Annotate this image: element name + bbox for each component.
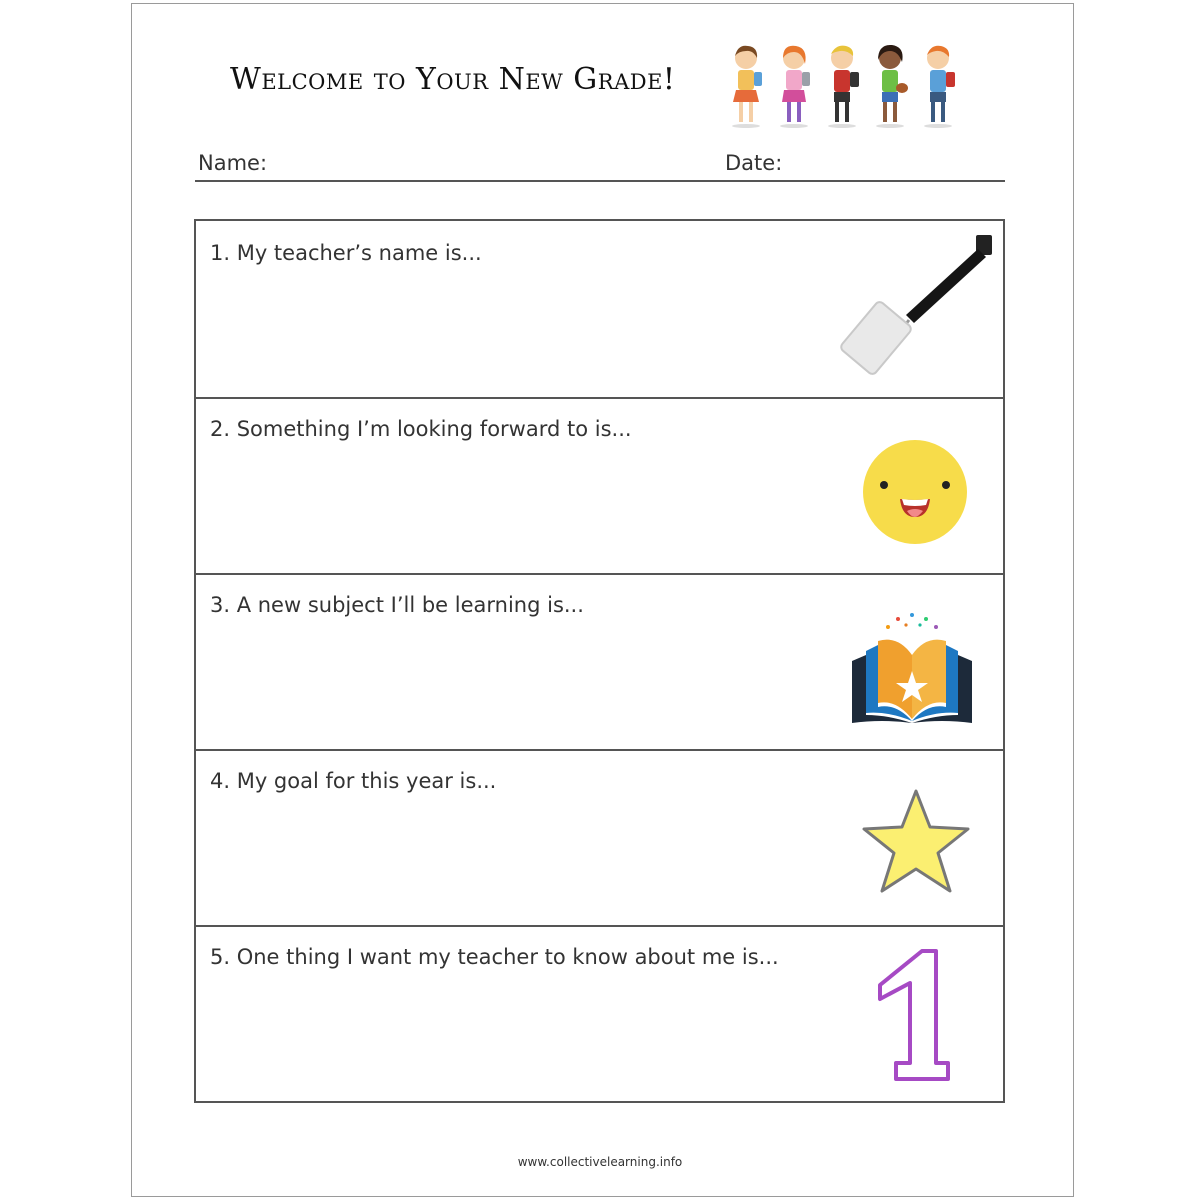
lanyard-badge-icon — [824, 227, 996, 395]
children-walking-illustration — [722, 42, 967, 130]
question-row — [196, 397, 1003, 575]
question-row — [196, 573, 1003, 751]
question-text: 4. My goal for this year is... — [210, 769, 497, 793]
question-row — [196, 925, 1003, 1105]
star-icon — [860, 787, 972, 895]
smiley-face-icon — [860, 437, 970, 547]
question-text: 5. One thing I want my teacher to know about me is... — [210, 945, 779, 969]
number-one-icon — [874, 945, 958, 1085]
child-figure — [828, 46, 859, 128]
question-row — [196, 221, 1003, 399]
date-label: Date: — [725, 151, 783, 175]
question-text: 2. Something I’m looking forward to is... — [210, 417, 632, 441]
question-text: 3. A new subject I’ll be learning is... — [210, 593, 584, 617]
question-row — [196, 749, 1003, 927]
child-figure — [732, 46, 762, 128]
page-title: Welcome to Your New Grade! — [230, 62, 676, 97]
name-label: Name: — [198, 151, 268, 175]
child-figure — [876, 45, 908, 128]
open-book-star-icon — [848, 611, 976, 727]
child-figure — [780, 46, 810, 128]
questions-table — [194, 219, 1005, 1103]
child-figure — [924, 46, 955, 128]
footer-url: www.collectivelearning.info — [517, 1155, 683, 1169]
question-text: 1. My teacher’s name is... — [210, 241, 482, 265]
name-date-line — [195, 180, 1005, 182]
